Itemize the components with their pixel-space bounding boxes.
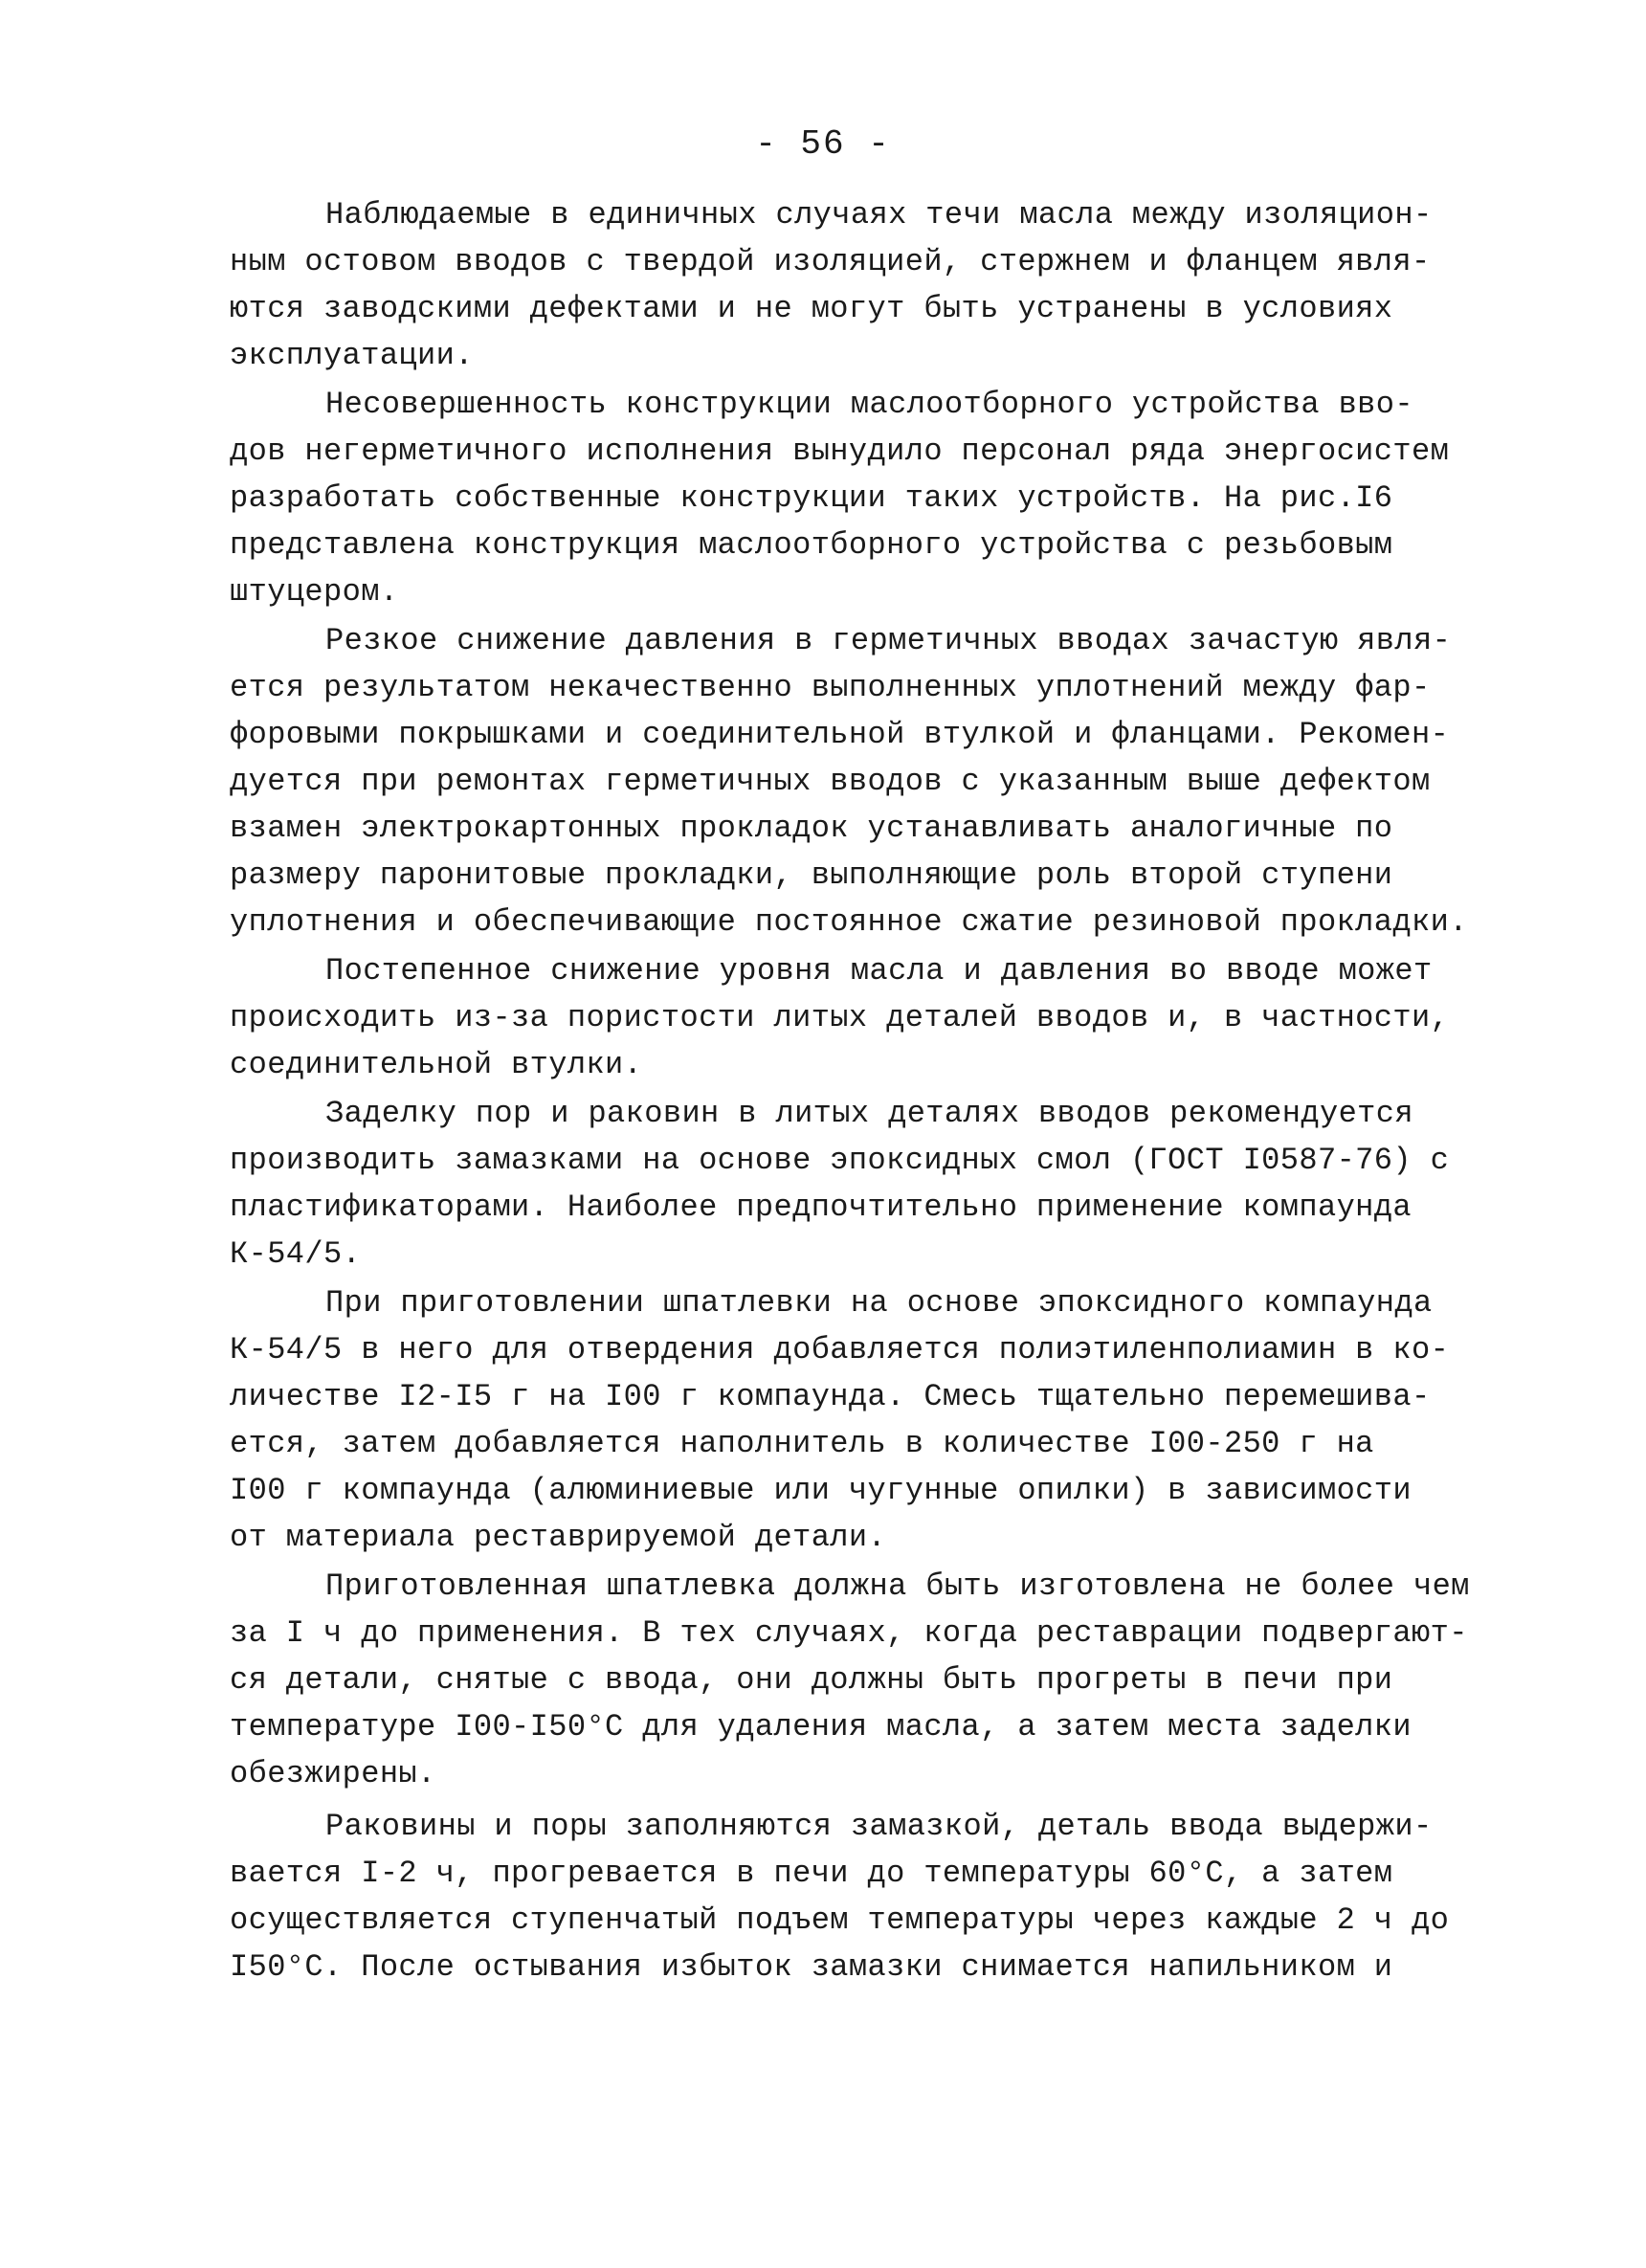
text-line: К-54/5. [230, 1236, 362, 1272]
paragraph [230, 947, 1502, 1088]
text-line: от материала реставрируемой детали. [230, 1520, 887, 1555]
text-line: форовыми покрышками и соединительной втулкой и фланцами. Рекомен- [230, 717, 1450, 752]
text-line: Несовершенность конструкции маслоотборного устройства вво- [325, 387, 1413, 422]
text-line: дуется при ремонтах герметичных вводов с указанным выше дефектом [230, 764, 1431, 799]
text-line: осуществляется ступенчатый подъем температуры через каждые 2 ч до [230, 1902, 1450, 1938]
text-line: При приготовлении шпатлевки на основе эпоксидного компаунда [325, 1285, 1433, 1321]
paragraph [230, 191, 1502, 379]
text-line: вается I-2 ч, прогревается в печи до температуры 60°С, а затем [230, 1856, 1393, 1891]
text-line: Приготовленная шпатлевка должна быть изготовлена не более чем [325, 1568, 1470, 1604]
text-line: за I ч до применения. В тех случаях, когда реставрации подвергают- [230, 1615, 1468, 1651]
text-line: ся детали, снятые с ввода, они должны быть прогреты в печи при [230, 1662, 1393, 1698]
text-line: пластификаторами. Наиболее предпочтительно применение компаунда [230, 1190, 1412, 1225]
text-line: представлена конструкция маслоотборного устройства с резьбовым [230, 527, 1393, 563]
text-line: ется, затем добавляется наполнитель в количестве I00-250 г на [230, 1426, 1374, 1461]
text-line: ются заводскими дефектами и не могут быть устранены в условиях [230, 291, 1393, 326]
paragraph [230, 1803, 1502, 1990]
text-line: уплотнения и обеспечивающие постоянное сжатие резиновой прокладки. [230, 904, 1468, 940]
text-line: размеру паронитовые прокладки, выполняющие роль второй ступени [230, 857, 1393, 893]
text-line: К-54/5 в него для отвердения добавляется полиэтиленполиамин в ко- [230, 1332, 1450, 1367]
text-line: разработать собственные конструкции таких устройств. На рис.I6 [230, 480, 1393, 516]
text-line: производить замазками на основе эпоксидных смол (ГОСТ I0587-76) с [230, 1143, 1450, 1178]
text-line: ется результатом некачественно выполненных уплотнений между фар- [230, 670, 1431, 705]
body-text [230, 191, 1502, 1990]
paragraph [230, 1279, 1502, 1561]
text-line: взамен электрокартонных прокладок устанавливать аналогичные по [230, 811, 1393, 846]
text-line: штуцером. [230, 574, 399, 610]
text-line: температуре I00-I50°С для удаления масла, а затем места заделки [230, 1709, 1412, 1745]
paragraph [230, 381, 1502, 615]
paragraph [230, 617, 1502, 945]
text-line: ным остовом вводов с твердой изоляцией, стержнем и фланцем явля- [230, 244, 1431, 279]
text-line: эксплуатации. [230, 338, 474, 373]
text-line: обезжирены. [230, 1756, 436, 1791]
text-line: Раковины и поры заполняются замазкой, деталь ввода выдержи- [325, 1809, 1433, 1844]
paragraph [230, 1563, 1502, 1797]
text-line: происходить из-за пористости литых деталей вводов и, в частности, [230, 1000, 1450, 1035]
paragraph [230, 1090, 1502, 1278]
text-line: дов негерметичного исполнения вынудило персонал ряда энергосистем [230, 434, 1450, 469]
text-line: I50°С. После остывания избыток замазки снимается напильником и [230, 1949, 1393, 1985]
text-line: Заделку пор и раковин в литых деталях вводов рекомендуется [325, 1096, 1413, 1131]
text-line: Наблюдаемые в единичных случаях течи масла между изоляцион- [325, 197, 1433, 233]
text-line: I00 г компаунда (алюминиевые или чугунные опилки) в зависимости [230, 1473, 1412, 1508]
page-number: - 56 - [755, 124, 891, 164]
text-line: соединительной втулки. [230, 1047, 643, 1082]
text-line: Постепенное снижение уровня масла и давления во вводе может [325, 953, 1433, 989]
text-line: Резкое снижение давления в герметичных вводах зачастую явля- [325, 623, 1452, 658]
text-line: личестве I2-I5 г на I00 г компаунда. Смесь тщательно перемешива- [230, 1379, 1431, 1414]
